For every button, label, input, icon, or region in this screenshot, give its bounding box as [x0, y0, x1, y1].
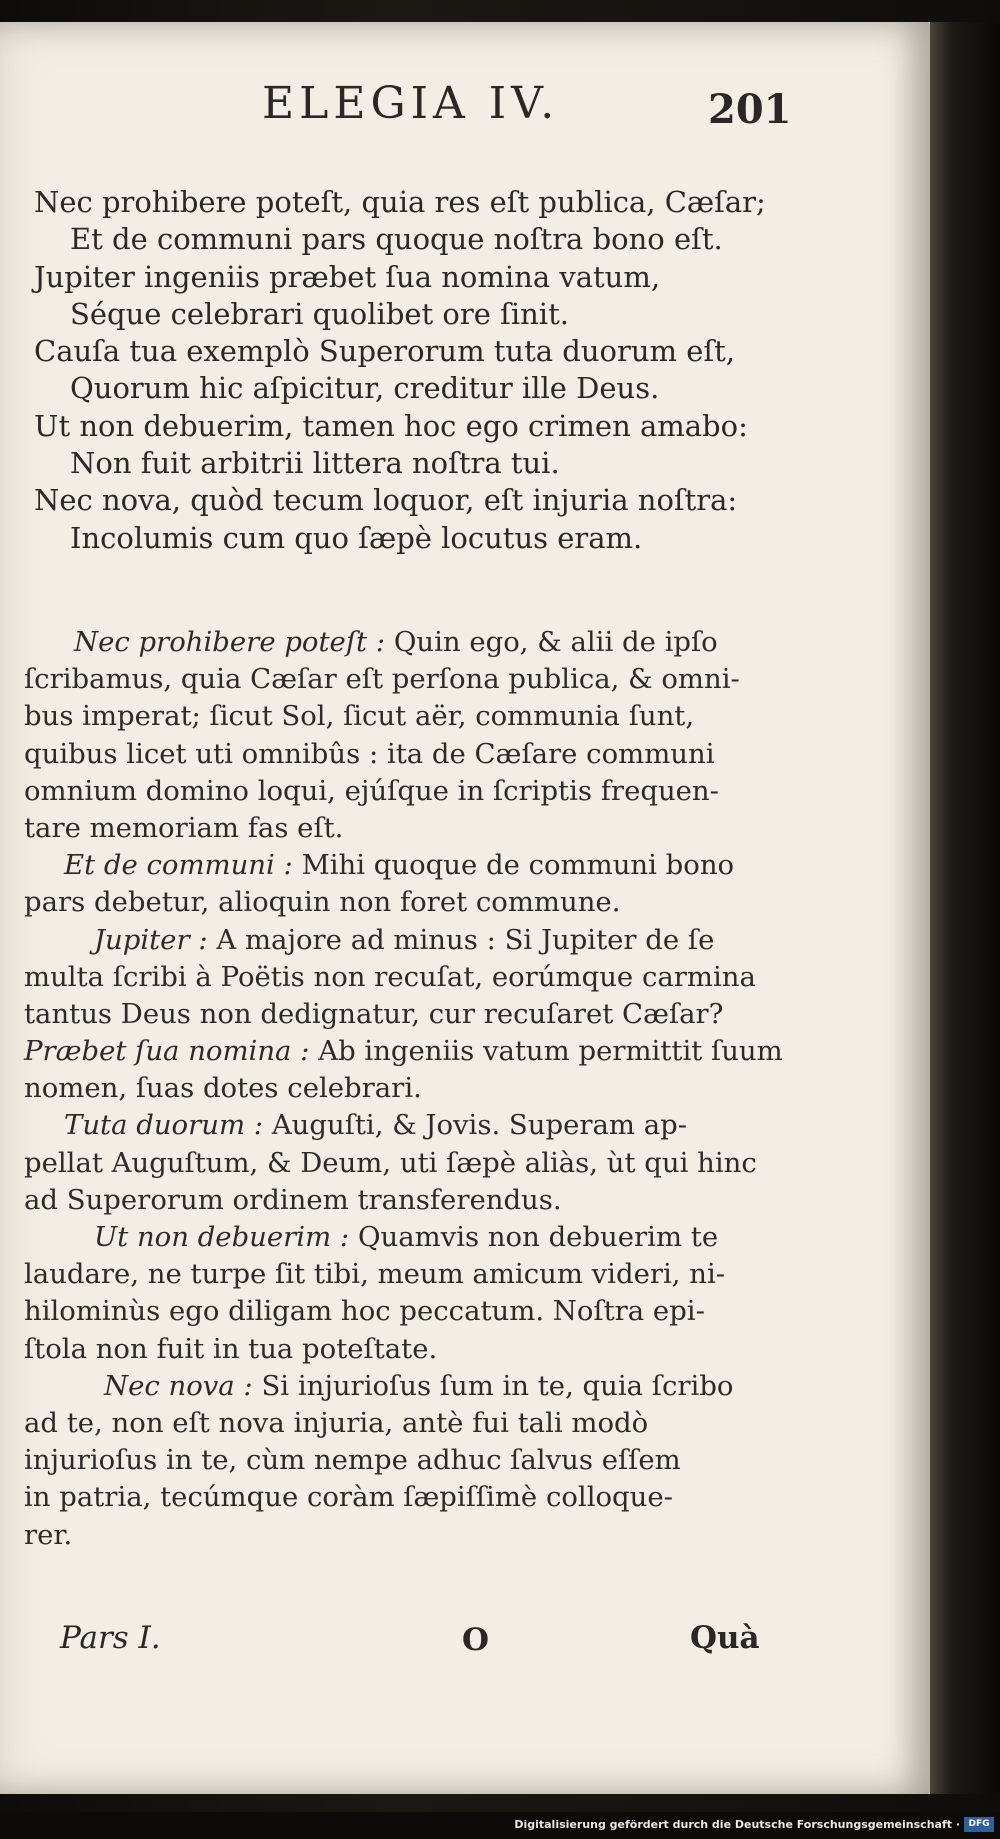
commentary-lemma: Tuta duorum : [64, 1109, 264, 1142]
verse-line: Et de communi pars quoque noſtra bono eſt. [70, 222, 723, 257]
commentary-note [24, 922, 764, 1034]
funding-credit-bar [0, 1812, 1000, 1839]
verse-line: Incolumis cum quo ſæpè locutus eram. [70, 520, 643, 555]
commentary-line [24, 959, 764, 996]
commentary-line [24, 1331, 764, 1368]
commentary-lemma: Nec nova : [104, 1369, 253, 1402]
verse-line: Jupiter ingeniis præbet ſua nomina vatum, [34, 259, 661, 294]
commentary-line [24, 736, 764, 773]
commentary-line [24, 996, 764, 1033]
commentary-line [24, 1293, 764, 1330]
commentary-note [24, 624, 764, 847]
commentary-text: Quin ego, & alii de ipſo [393, 626, 718, 658]
page-header [0, 78, 930, 148]
commentary-note [24, 1033, 783, 1107]
commentary-text: in patria, tecúmque coràm ſæpiſſimè colloque- [24, 1481, 673, 1514]
signature-mark: Pars I. [60, 1620, 161, 1656]
poem-verses [34, 184, 794, 557]
commentary-text: laudare, ne turpe ſit tibi, meum amicum videri, ni- [24, 1258, 726, 1291]
commentary-text: A majore ad minus : Si Jupiter de ſe [216, 923, 715, 956]
commentary-text: tare memoriam fas eſt. [24, 811, 344, 844]
page-number: 201 [708, 86, 792, 133]
verse-line: Séque celebrari quolibet ore ſinit. [70, 296, 569, 331]
commentary-note [24, 1219, 764, 1368]
commentary-text: ad te, non eſt nova injuria, antè fui tali modò [24, 1406, 649, 1439]
commentary-text: ſcribamus, quia Cæſar eſt perſona publica, & omni- [24, 663, 740, 696]
dfg-logo: DFG [964, 1817, 994, 1832]
commentary-lemma: Et de communi : [64, 849, 293, 882]
commentary-text: ſtola non fuit in tua poteſtate. [24, 1332, 438, 1365]
page-edge-shadow [930, 22, 1000, 1794]
commentary-lemma: Nec prohibere poteſt : [74, 626, 386, 658]
verse-line: Nec nova, quòd tecum loquor, eſt injuria noſtra: [34, 483, 738, 518]
commentary-line [24, 773, 764, 810]
commentary-line [24, 1070, 764, 1107]
commentary-line [24, 1517, 764, 1554]
commentary-text: omnium domino loqui, ejúſque in ſcriptis frequen- [24, 774, 719, 807]
commentary-line [24, 1368, 764, 1405]
commentary-line [24, 1033, 783, 1070]
commentary-text: pellat Auguſtum, & Deum, uti ſæpè aliàs, ùt qui hinc [24, 1146, 757, 1179]
verse-line: Non fuit arbitrii littera noſtra tui. [70, 446, 560, 481]
commentary-line [24, 1107, 764, 1144]
page-footer [0, 1620, 930, 1670]
commentary-lemma: Præbet ſua nomina : [24, 1035, 310, 1068]
commentary-line [24, 1442, 764, 1479]
commentary-text: bus imperat; ſicut Sol, ſicut aër, communia ſunt, [24, 700, 695, 733]
commentary-text: Ab ingeniis vatum permittit ſuum [318, 1035, 783, 1068]
commentary-text: pars debetur, alioquin non foret commune. [24, 886, 621, 919]
commentary-line [24, 1219, 764, 1256]
commentary-text: Mihi quoque de communi bono [301, 849, 735, 882]
commentary-line [24, 1182, 764, 1219]
commentary-line [24, 810, 764, 847]
verse-line: Ut non debuerim, tamen hoc ego crimen amabo: [34, 408, 748, 443]
commentary-line [24, 698, 764, 735]
commentary-line [24, 884, 764, 921]
catchword: Quà [690, 1620, 760, 1656]
verse-line: Quorum hic aſpicitur, creditur ille Deus. [70, 371, 660, 406]
commentary-text: injurioſus in te, cùm nempe adhuc ſalvus eſſem [24, 1444, 681, 1477]
commentary-text: tantus Deus non dedignatur, cur recuſaret Cæſar? [24, 997, 724, 1030]
commentary-text: nomen, ſuas dotes celebrari. [24, 1072, 422, 1105]
commentary-line [24, 922, 764, 959]
verse-line: Nec prohibere poteſt, quia res eſt publica, Cæſar; [34, 185, 766, 219]
commentary-line [24, 1479, 764, 1516]
commentary-line [24, 1256, 764, 1293]
commentary [24, 624, 783, 1554]
commentary-line [24, 1405, 764, 1442]
commentary-text: quibus licet uti omnibûs : ita de Cæſare communi [24, 737, 715, 770]
commentary-lemma: Jupiter : [94, 923, 208, 956]
funding-credit-text: Digitalisierung gefördert durch die Deutsche Forschungsgemeinschaft · [514, 1818, 960, 1831]
commentary-note [24, 1368, 764, 1554]
commentary-text: hilominùs ego diligam hoc peccatum. Noſtra epi- [24, 1295, 705, 1328]
commentary-line [24, 1145, 764, 1182]
commentary-note [24, 1107, 764, 1219]
commentary-text: rer. [24, 1518, 73, 1551]
commentary-text: Si injurioſus ſum in te, quia ſcribo [261, 1369, 734, 1402]
running-title: ELEGIA IV. [262, 78, 560, 129]
commentary-text: Quamvis non debuerim te [357, 1221, 719, 1253]
commentary-text: Auguſti, & Jovis. Superam ap- [271, 1109, 688, 1142]
verse-line: Cauſa tua exemplò Superorum tuta duorum eſt, [34, 334, 735, 369]
commentary-line [24, 661, 764, 698]
commentary-lemma: Ut non debuerim : [94, 1221, 350, 1253]
commentary-text: multa ſcribi à Poëtis non recuſat, eorúmque carmina [24, 960, 756, 993]
gathering-mark: O [462, 1622, 490, 1658]
commentary-line [24, 847, 764, 884]
commentary-text: ad Superorum ordinem transferendus. [24, 1183, 562, 1216]
book-page [0, 22, 930, 1794]
commentary-line [24, 624, 764, 661]
commentary-note [24, 847, 764, 921]
